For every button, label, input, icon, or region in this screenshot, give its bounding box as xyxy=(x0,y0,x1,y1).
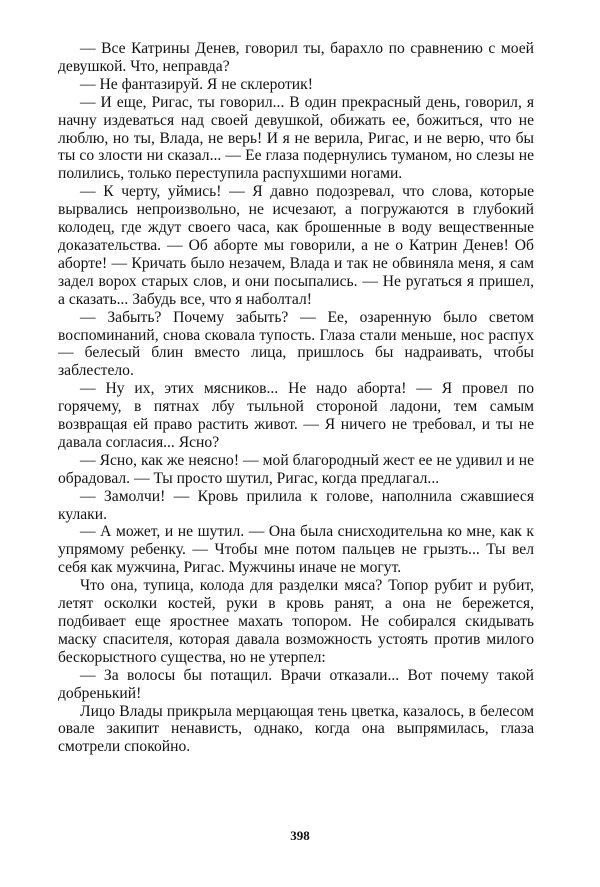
paragraph: — За волосы бы потащил. Врачи отказали... Вот почему такой добренький! xyxy=(58,666,534,702)
paragraph: — Ясно, как же неясно! — мой благородный жест ее не удивил и не обрадовал. — Ты просто шутил, Ригас, когда предлагал... xyxy=(58,451,534,487)
paragraph: — Ну их, этих мясников... Не надо аборта! — Я провел по горячему, в пятнах лбу тыльной стороной ладони, тем самым возвращая ей право растить живот. — Я ничего не требовал, и ты не давала согласия... Ясно? xyxy=(58,380,534,451)
paragraph: — К черту, уймись! — Я давно подозревал, что слова, которые вырвались непроизвольно, не исчезают, а погружаются в глубокий колодец, где ждут своего часа, как брошенные в воду вещественные доказательства. — Об аборте мы говорили, а не о Катрин Денев! Об аборте! — Кричать было незачем, Влада и так не обвиняла меня, я сам задел ворох старых слов, и они посыпались. — Не ругаться я пришел, а сказать... Забудь все, что я наболтал! xyxy=(58,183,534,308)
paragraph: Что она, тупица, колода для разделки мяса? Топор рубит и рубит, летят осколки костей, руки в кровь ранят, а она не бережется, подбивает еще яростнее махать топором. Не собирался скидывать маску спасителя, которая давала возможность устоять против милого бескорыстного существа, но не утерпел: xyxy=(58,577,534,666)
paragraph: — Не фантазируй. Я не склеротик! xyxy=(80,75,313,93)
paragraph: — Замолчи! — Кровь прилила к голове, наполнила сжавшиеся кулаки. xyxy=(58,487,534,523)
paragraph: — И еще, Ригас, ты говорил... В один прекрасный день, говорил, я начну издеваться над своей девушкой, обижать ее, божиться, что не люблю, но ты, Влада, не верь! И я не верила, Ригас, и не верю, что бы ты со злости ни сказал... — Ее глаза подернулись туманом, но слезы не полились, только переступила распухшими ногами. xyxy=(58,93,534,183)
paragraph: Лицо Влады прикрыла мерцающая тень цветка, казалось, в белесом овале закипит ненависть, однако, когда она выпрямилась, глаза смотрели спокойно. xyxy=(58,702,534,756)
paragraph: — Все Катрины Денев, говорил ты, барахло по сравнению с моей девушкой. Что, неправда? xyxy=(58,40,534,75)
book-page-text xyxy=(58,40,534,840)
paragraph: — Забыть? Почему забыть? — Ее, озаренную было светом воспоминаний, снова сковала тупость. Глаза стали меньше, нос распух — белесый блин вместо лица, пришлось бы надраивать, чтобы заблестело. xyxy=(58,308,534,380)
paragraph: — А может, и не шутил. — Она была снисходительна ко мне, как к упрямому ребенку. — Чтобы мне потом пальцев не грызть... Ты вел себя как мужчина, Ригас. Мужчины иначе не могут. xyxy=(58,523,534,577)
page-number: 398 xyxy=(290,828,310,843)
